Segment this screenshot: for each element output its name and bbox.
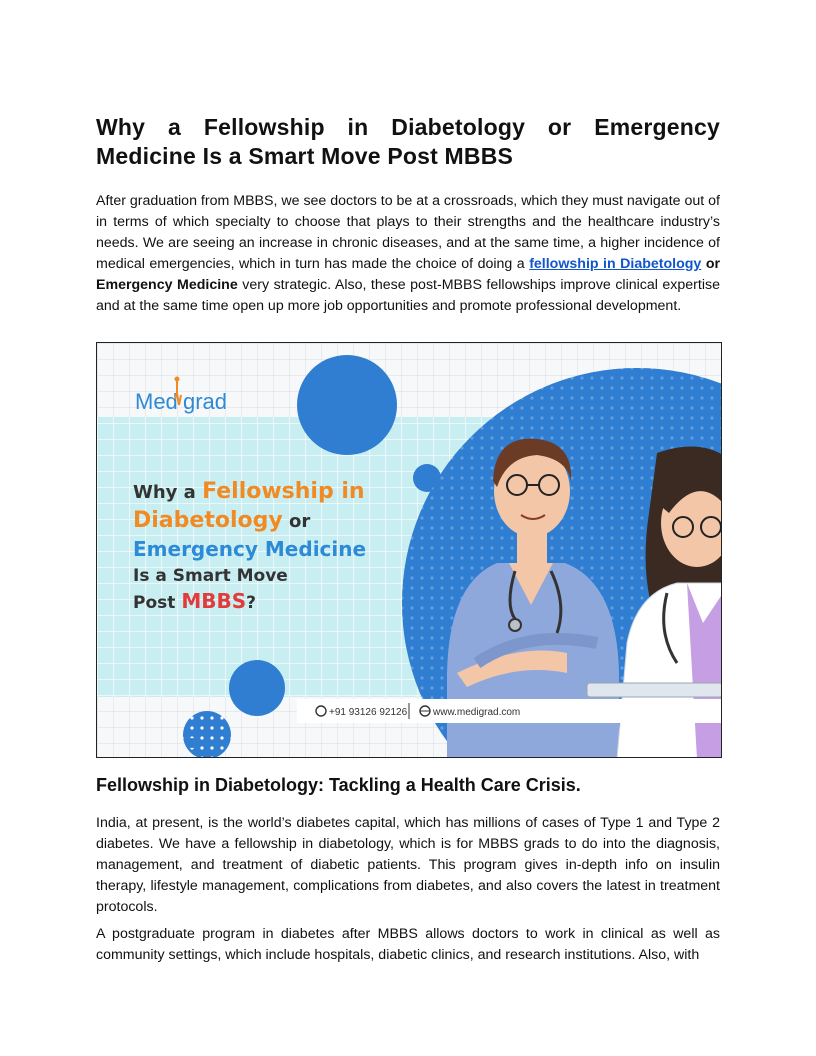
headline-fellowship: Fellowship in (202, 479, 365, 504)
title-line-1: Why a Fellowship in Diabetology or Emergency (96, 114, 720, 140)
page-title (96, 113, 720, 171)
headline-smart: Is a Smart Move (133, 566, 288, 586)
headline-mbbs: MBBS (181, 589, 247, 613)
headline-or: or (282, 511, 311, 532)
intro-paragraph (96, 191, 720, 317)
blue-dot-tiny (187, 738, 197, 748)
headline-why: Why a (133, 482, 203, 503)
contact-bar (297, 699, 722, 723)
intro-text: After graduation from MBBS, we see doctors to be at a crossroads, which they must navigate out of in terms of which specialty to choose that plays to their strengths and the healthcare industry’s needs. We are seeing an increase in chronic diseases, and at the same time, a higher incidence of medical emergencies, which in turn has made the choice of doing a (96, 193, 720, 272)
banner-illustration (97, 343, 722, 758)
dotted-circle-bottom (183, 711, 231, 758)
headline-line-2 (133, 508, 310, 533)
contact-phone: +91 93126 92126 (329, 707, 408, 718)
headline-post: Post (133, 593, 182, 613)
headline-diabetology: Diabetology (133, 508, 283, 533)
section-heading: Fellowship in Diabetology: Tackling a Health Care Crisis. (96, 775, 581, 795)
banner-image (96, 342, 722, 758)
headline-line-5 (133, 589, 256, 613)
section-paragraph-1: India, at present, is the world’s diabetes capital, which has millions of cases of Type 1 and Type 2 diabetes. We have a fellowship in diabetology, which is for MBBS grads to do into the diagnosis, management, and treatment of diabetic patients. This program gives in-depth info on insulin therapy, lifestyle management, complications from diabetes, and also covers the latest in treatment protocols. (96, 815, 720, 915)
blue-circle-top (297, 355, 397, 455)
intro-bold-text: or Emergency Medicine (96, 256, 721, 293)
headline-line-1 (133, 479, 365, 504)
title-line-2: Medicine Is a Smart Move Post MBBS (96, 143, 514, 169)
intro-text-end: very strategic. Also, these post-MBBS fellowships improve clinical expertise and at the same time open up more job opportunities and promote professional development. (96, 277, 720, 314)
logo-text-right: grad (183, 389, 228, 414)
headline-emergency: Emergency Medicine (133, 537, 367, 561)
fellowship-diabetology-link[interactable]: fellowship in Diabetology (529, 256, 702, 272)
blue-circle-bottom (229, 660, 285, 716)
headline-q: ? (246, 593, 256, 613)
logo-text-left: Med (135, 389, 178, 414)
contact-website: www.medigrad.com (433, 707, 521, 718)
section-paragraph-2: A postgraduate program in diabetes after MBBS allows doctors to work in clinical as well as community settings, which include hospitals, diabetic clinics, and research institutions. Also, with (96, 926, 720, 963)
